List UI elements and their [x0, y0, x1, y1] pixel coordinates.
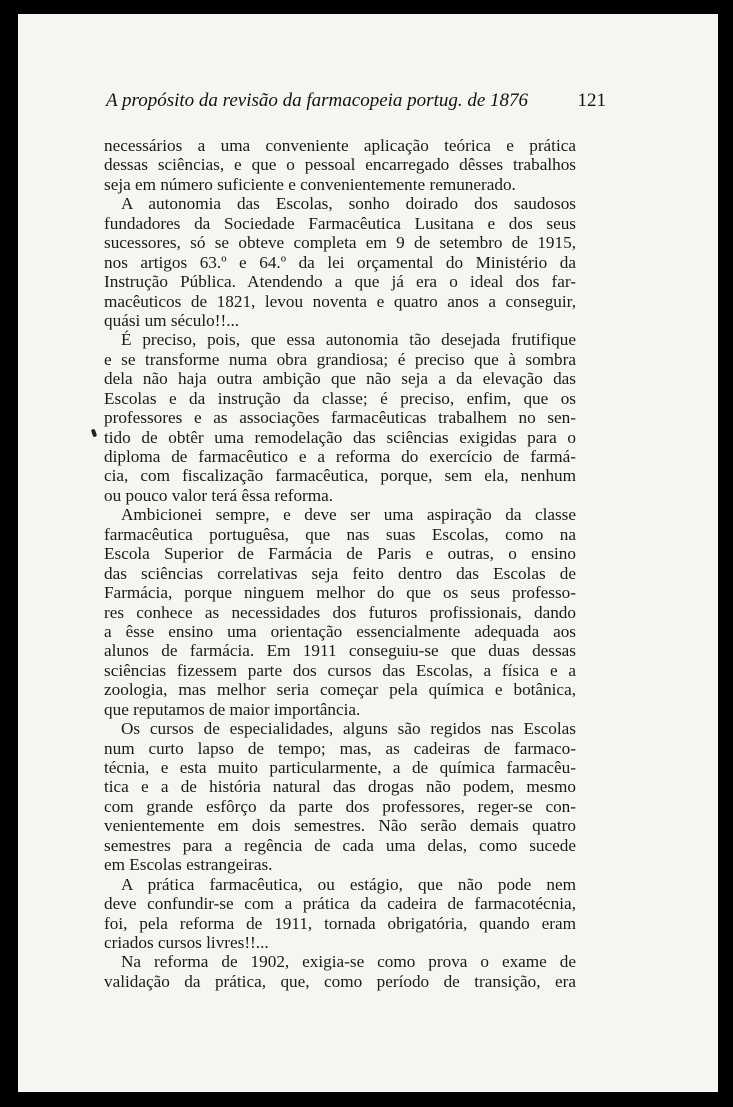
text-line: nos artigos 63.º e 64.º da lei orçamental do Ministério da	[104, 252, 576, 272]
text-line: foi, pela reforma de 1911, tornada obrigatória, quando eram	[104, 913, 576, 933]
text-line: em Escolas estrangeiras.	[104, 855, 273, 875]
text-line: tido de obtêr uma remodelação das sciências exigidas para o	[104, 427, 576, 447]
text-line: deve confundir-se com a prática da cadeira de farmacotécnia,	[104, 894, 576, 914]
text-line: sucessores, só se obteve completa em 9 de setembro de 1915,	[104, 233, 576, 253]
text-line: que reputamos de maior importância.	[104, 699, 361, 719]
text-line: criados cursos livres!!...	[104, 932, 269, 952]
page-number: 121	[577, 90, 606, 111]
text-line: das sciências correlativas seja feito dentro das Escolas de	[104, 563, 576, 583]
running-title: A propósito da revisão da farmacopeia portug. de 1876	[106, 90, 529, 111]
text-line: farmacêutica portuguêsa, que nas suas Escolas, como na	[104, 524, 576, 544]
text-line: necessários a uma conveniente aplicação teórica e prática	[104, 136, 576, 155]
text-line: a êsse ensino uma orientação essencialmente adequada aos	[104, 621, 576, 641]
text-line: venientemente em dois semestres. Não serão demais quatro	[104, 816, 576, 836]
text-line: Na reforma de 1902, exigia-se como prova o exame de	[121, 952, 576, 972]
text-line: com grande esfôrço da parte dos professores, reger-se con-	[104, 796, 576, 816]
book-page	[18, 14, 718, 1092]
text-line: diploma de farmacêutico e a reforma do exercício de farmá-	[104, 447, 576, 466]
text-line: Farmácia, porque ninguem melhor do que os seus professo-	[104, 583, 576, 603]
text-line: A prática farmacêutica, ou estágio, que não pode nem	[121, 874, 576, 894]
running-header	[106, 90, 606, 116]
text-line: tica e a de história natural das drogas não podem, mesmo	[104, 777, 576, 797]
margin-ink-mark	[91, 429, 97, 438]
text-line: quási um século!!...	[104, 310, 240, 330]
text-line: semestres para a regência de cada uma delas, como sucede	[104, 835, 576, 855]
body-text	[104, 136, 576, 991]
text-line: Escolas e da instrução da classe; é preciso, enfim, que os	[104, 388, 576, 408]
text-line: zoologia, mas melhor seria começar pela química e botânica,	[104, 680, 576, 700]
text-line: É preciso, pois, que essa autonomia tão desejada frutifique	[121, 330, 576, 350]
text-line: dessas sciências, e que o pessoal encarregado dêsses trabalhos	[104, 155, 576, 175]
text-line: seja em número suficiente e convenientemente remunerado.	[104, 174, 516, 194]
text-line: ou pouco valor terá êssa reforma.	[104, 485, 334, 505]
text-line: Os cursos de especialidades, alguns são regidos nas Escolas	[121, 719, 576, 739]
text-line: alunos de farmácia. Em 1911 conseguiu-se que duas dessas	[104, 641, 576, 661]
text-line: Escola Superior de Farmácia de Paris e outras, o ensino	[104, 544, 576, 564]
text-line: Ambicionei sempre, e deve ser uma aspiração da classe	[121, 505, 576, 525]
text-line: res conhece as necessidades dos futuros profissionais, dando	[104, 602, 576, 622]
text-line: num curto lapso de tempo; mas, as cadeiras de farmaco-	[104, 738, 576, 758]
text-line: validação da prática, que, como período de transição, era	[104, 971, 576, 991]
text-line: cia, com fiscalização farmacêutica, porque, sem ela, nenhum	[104, 466, 576, 486]
text-line: e se transforme numa obra grandiosa; é preciso que à sombra	[104, 349, 576, 369]
text-line: técnia, e esta muito particularmente, a de química farmacêu-	[104, 758, 576, 777]
text-line: Instrução Pública. Atendendo a que já era o ideal dos far-	[104, 272, 576, 292]
text-line: dela não haja outra ambição que não seja a da elevação das	[104, 369, 576, 389]
text-line: macêuticos de 1821, levou noventa e quatro anos a conseguir,	[104, 291, 576, 311]
text-line: professores e as associações farmacêuticas trabalhem no sen-	[104, 408, 576, 428]
text-line: A autonomia das Escolas, sonho doirado dos saudosos	[121, 194, 576, 214]
text-line: fundadores da Sociedade Farmacêutica Lusitana e dos seus	[104, 213, 576, 233]
text-line: sciências fizessem parte dos cursos das Escolas, a física e a	[104, 660, 576, 680]
